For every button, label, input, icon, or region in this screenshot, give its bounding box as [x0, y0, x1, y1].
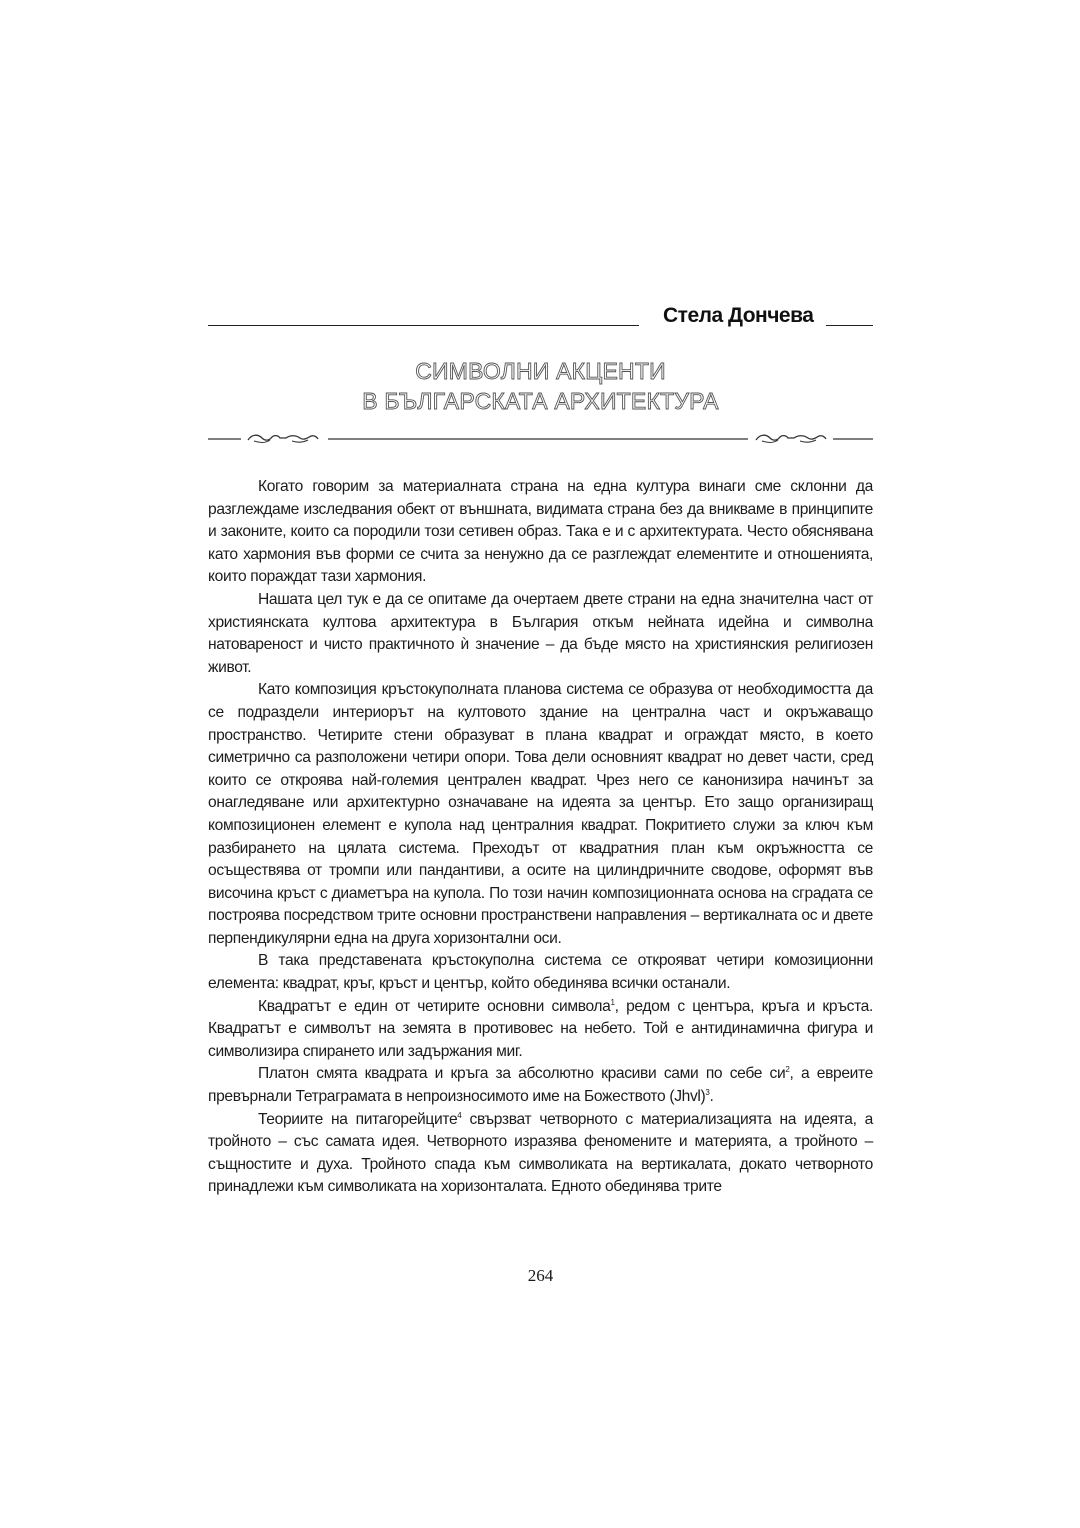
paragraph-2: Нашата цел тук е да се опитаме да очертаем двете страни на една значителна част от християнската култова архитектура в България откъм нейната идейна и символна натовареност и чисто практичното ѝ значение – да бъде място на християнския религиозен живот.: [208, 590, 873, 676]
paragraph-4: В така представената кръстокуполна система се открояват четири комозиционни елемента: квадрат, кръг, кръст и център, който обединява всички останали.: [208, 952, 873, 993]
footnote-ref-4[interactable]: 4: [457, 1110, 462, 1120]
title-line-1: СИМВОЛНИ АКЦЕНТИ: [415, 358, 666, 384]
paragraph-6: [208, 1063, 873, 1108]
paragraph-5: [208, 996, 873, 1064]
paragraph-5-text-b: , редом с центъра, кръга и кръста. Квадратът е символът на земята в противовес на небето. Той е антидинамична фигура и символизира спирането или задържания миг.: [208, 997, 873, 1060]
title-line-2: В БЪЛГАРСКАТА АРХИТЕКТУРА: [362, 388, 719, 414]
article-body: [208, 476, 873, 1199]
author-name: Стела Дончева: [663, 304, 814, 327]
header-rule-left: [208, 325, 639, 326]
footnote-ref-1[interactable]: 1: [610, 997, 615, 1007]
paragraph-7: [208, 1109, 873, 1199]
divider-ornament-graphic: [208, 428, 873, 450]
paragraph-6-text-c: .: [709, 1088, 714, 1106]
paragraph-3: Като композиция кръстокуполната планова система се образува от необходимостта да се подраздели интериорът на култовото здание на централна част и окръжаващо пространство. Четирите стени образуват в плана квадрат и ограждат място, в което симетрично са разположени четири опори. Това дели основният квадрат но девет части, сред които се откроява най-големия централен квадрат. Чрез него се канонизира начинът за онагледяване или архитектурно означаване на идеята за център. Ето защо организиращ композиционен елемент е купола над централния квадрат. Покритието служи за ключ към разбирането на цялата система. Преходът от квадратния план към окръжността се осъществява от тромпи или пандантиви, а осите на цилиндричните сводове, оформят във височина кръст с диаметъра на купола. По този начин композиционната основа на сградата се построява посредством трите основни пространствени направления – вертикалната ос и двете перпендикулярни една на друга хоризонтални оси.: [208, 681, 873, 947]
paragraph-6-text-b: , а евреите превърнали Тетраграмата в непроизносимото име на Божеството (Jhvl): [208, 1065, 873, 1106]
paragraph-7-text-a: Теориите на питагорейците: [258, 1110, 458, 1128]
paragraph-7-text-b: свързват четворното с материализацията на идеята, а тройното – със самата идея. Четворното изразява феномените и материята, а тройното – същностите и духа. Тройното спада към символиката на вертикалата, докато четворното принадлежи към символиката на хоризонталата. Едното обединява трите: [208, 1110, 874, 1196]
article-title: [208, 356, 873, 416]
paragraph-5-text-a: Квадратът е един от четирите основни символа: [258, 997, 611, 1015]
page-number: 264: [527, 1266, 554, 1285]
footnote-ref-3[interactable]: 3: [705, 1087, 710, 1097]
ornamental-divider: [208, 428, 873, 450]
header-rule-right: [826, 325, 873, 326]
paragraph-1: Когато говорим за материалната страна на една култура винаги сме склонни да разглеждаме изследвания обект от външната, видимата страна без да вникваме в принципите и законите, които са породили този сетивен образ. Така е и с архитектурата. Често обяснявана като хармония във форми се счита за ненужно да се разглеждат елементите и отношенията, които пораждат тази хармония.: [208, 478, 873, 586]
footnote-ref-2[interactable]: 2: [785, 1065, 790, 1075]
paragraph-6-text-a: Платон смята квадрата и кръга за абсолютно красиви сами по себе си: [258, 1065, 786, 1083]
running-header: [208, 304, 873, 334]
